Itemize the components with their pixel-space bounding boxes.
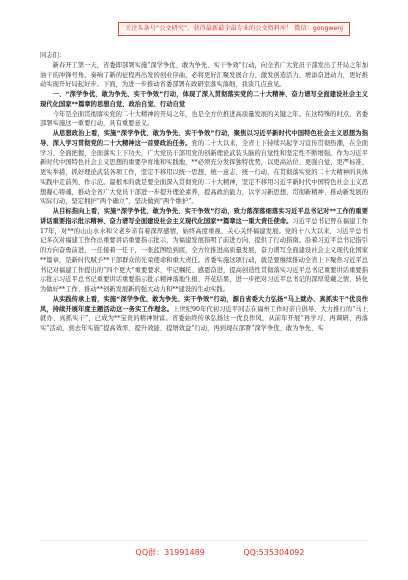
qq-number: QQ:535304092 xyxy=(243,548,305,557)
paragraph xyxy=(40,61,368,90)
paragraph xyxy=(40,295,368,334)
paragraph-text: 党的二十大以来，全省上下持续兴起学习宣传贯彻热潮，在全面学习、全面把握、全面落实上下功夫，广大党员干部用党的创新理论武装头脑的自觉性和坚定性不断增强。作为习近平新时代中国特色社会主义思想的重要孕育地和实践地，**必须充分发挥独特优势，以更高站位、更强自觉、更严标准、更实举措，抓好理论武装各项工作，坚定不移用以统一思想、统一意志、统一行动，在贯彻落实党的二十大精神的具体实践中走前列、作示范。最根本的就是要全面深入贯彻党的二十大精神，坚定不移用习近平新时代中国特色社会主义思想凝心铸魂，推动全省广大党员干部进一步提升理论素养，提高政治能力，以学习新思想、贯彻新精神、推动新发展的实际行动，坚定拥护“两个确立”，坚决做到“两个维护”。 xyxy=(40,139,369,206)
salutation: 同志们： xyxy=(40,52,66,59)
section-heading-text: 一、“深学争优、敢为争先、实干争效”行动，体现了深入贯彻落实党的二十大精神、奋力谱写全面建设社会主义现代化国家**篇章的思想自觉、政治自觉、行动自觉 xyxy=(40,91,368,108)
paragraph-lead: 从思想政治上看，实施“深学争优、敢为争先、实干争效”行动，聚焦以习近平新时代中国特色社会主义思想为指导、深入学习贯彻党的二十大精神这一首要政治任务。 xyxy=(40,130,368,147)
contact-footer xyxy=(110,546,330,560)
paragraph xyxy=(40,110,368,130)
paragraph xyxy=(40,129,368,207)
footer-divider xyxy=(40,540,368,541)
paragraph-text: 习近平总书记曾在福建工作17年，对**的山山水水和父老乡亲有着深厚感情，始终高度重视、关心关怀福建发展。党的十八大以来，习近平总书记多次对福建工作作出重要讲话重要指示批示，为福建发展指明了前进方向、提供了行动指南。沿着习近平总书记指引的方向奋勇前进，一任接着一任干，一张蓝图绘到底，全方位推进高质量发展，奋力谱写全面建设社会主义现代化国家**篇章，是新时代赋予**干部群众的光荣使命和重大责任。省委实施这项行动，就是要继续推动全省上下聚焦习近平总书记对福建工作提出的“四个更大”重要要求，牢记嘱托、感恩奋进，提高创造性贯彻落实习近平总书记重要讲话重要指示批示习近平总书记重要讲话重要指示批示精神落地生根、开花结果，进一步把对习近平总书记的深厚爱戴之情，转化为做好**工作、推动**创新发展新的强大动力和**建设的生动实践。 xyxy=(40,217,368,293)
promo-banner: 关注头条号“公文研究”，获得最新最全最专业的公文资料库！ 微信：gongwenj xyxy=(118,22,350,36)
section-heading xyxy=(40,90,368,110)
paragraph-text: 上世纪90年代初习近平同志在福州工作时亲自倡导、大力推行的“马上就办、真抓实干”，已成为**宝贵的精神财富。省委始终传承弘扬这一优良作风，从前年开展“再学习、再调研、再落实”活动，到去年实施“提高效率、提升效能、提增效益”行动，再到现在部署“深学争优、敢为争先、实 xyxy=(40,305,369,332)
paragraph xyxy=(40,207,368,295)
paragraph-text: 今年是全面贯彻落实党的二十大精神的开局之年，也是全方位推进高质量发展的关键之年。在这特殊的时点，省委部署实施这一重要行动，具有重要意义。 xyxy=(40,110,368,128)
qq-group: QQ群：31991489 xyxy=(135,548,205,557)
paragraph-text: 新春开工第一天，省委即部署实施“深学争优、敢为争先、实干争效”行动，向全省广大党员干部发出了开局之年加油干的冲锋号角，奏响了新的征程再出发的创业序曲，必将更好汇聚发展合力、激发创造活力、增添奋进动力，更好推动实现开好局起好步。下面，为进一步推动省委部署在政研室落实落细，我谈几点意见。 xyxy=(40,61,368,89)
paragraph-lead: 从目标指向上看，实施“深学争优、敢为争先、实干争效”行动，致力落深落细落实习近平总书记对**工作的重要讲话重要指示批示精神、奋力谱写全面建设社会主义现代化国家**篇章这一重大责任使命。 xyxy=(40,208,368,225)
document-body xyxy=(40,51,368,334)
paragraph-lead: 从实践传承上看，实施“深学争优、敢为争先、实干争效”行动，源自省委大力弘扬“马上就办、真抓实干”优良作风，持续开展年度主题活动这一务实工作理念。 xyxy=(40,295,368,313)
